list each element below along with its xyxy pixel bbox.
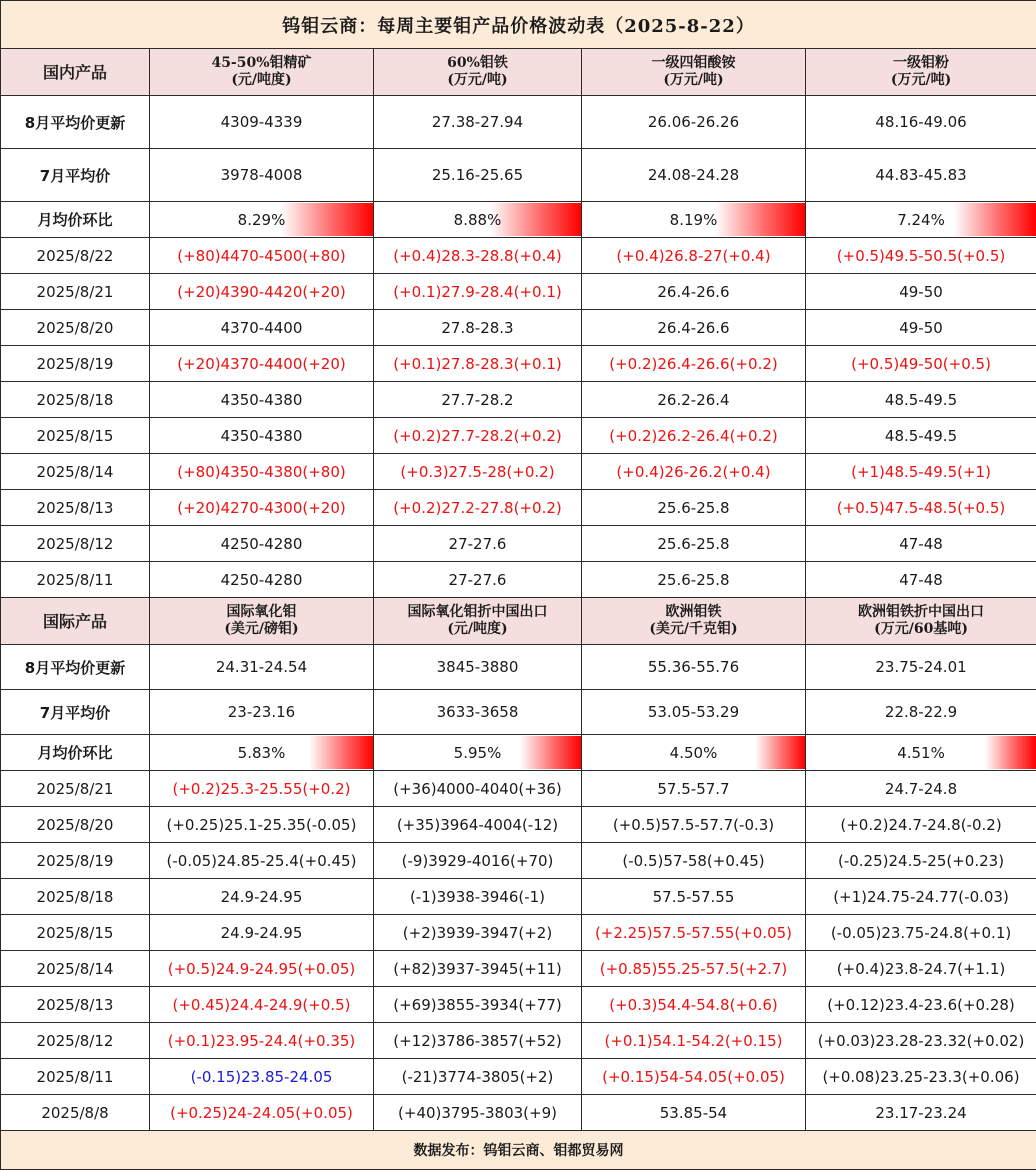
table-row	[1, 346, 1036, 382]
jul_avg-value: 44.83-45.83	[806, 149, 1036, 202]
price-cell: (-1)3938-3946(-1)	[374, 879, 582, 915]
date-cell: 2025/8/15	[1, 418, 150, 454]
aug_avg-value: 26.06-26.26	[582, 96, 806, 149]
date-cell: 2025/8/15	[1, 915, 150, 951]
table-row	[1, 490, 1036, 526]
date-cell: 2025/8/12	[1, 1023, 150, 1059]
international-column-header	[150, 598, 374, 645]
price-cell: (+0.15)54-54.05(+0.05)	[582, 1059, 806, 1095]
price-cell: 27.7-28.2	[374, 382, 582, 418]
mom-cell	[806, 735, 1036, 771]
price-cell: (+0.85)55.25-57.5(+2.7)	[582, 951, 806, 987]
mom-cell	[150, 735, 374, 771]
price-cell: 53.85-54	[582, 1095, 806, 1131]
mom-bar	[715, 203, 805, 236]
mom-value: 8.29%	[237, 210, 286, 229]
price-cell: (+0.1)54.1-54.2(+0.15)	[582, 1023, 806, 1059]
price-cell: (+0.12)23.4-23.6(+0.28)	[806, 987, 1036, 1023]
price-cell: (+0.08)23.25-23.3(+0.06)	[806, 1059, 1036, 1095]
mom-cell	[582, 735, 806, 771]
column-name: 45-50%钼精矿	[211, 55, 312, 71]
price-cell: (+1)24.75-24.77(-0.03)	[806, 879, 1036, 915]
price-cell: 47-48	[806, 526, 1036, 562]
table-row	[1, 382, 1036, 418]
domestic-jul_avg-row	[1, 149, 1036, 202]
aug_avg-value: 27.38-27.94	[374, 96, 582, 149]
price-cell: 27-27.6	[374, 562, 582, 598]
price-cell: (+0.4)28.3-28.8(+0.4)	[374, 238, 582, 274]
price-cell: (+20)4270-4300(+20)	[150, 490, 374, 526]
table-row	[1, 310, 1036, 346]
international-aug_avg-row	[1, 645, 1036, 690]
price-cell: (+0.5)49.5-50.5(+0.5)	[806, 238, 1036, 274]
table-row	[1, 1095, 1036, 1131]
jul_avg-value: 22.8-22.9	[806, 690, 1036, 735]
mom-cell	[374, 735, 582, 771]
domestic-mom-row	[1, 202, 1036, 238]
date-cell: 2025/8/18	[1, 382, 150, 418]
domestic-column-header	[806, 49, 1036, 96]
table-row	[1, 879, 1036, 915]
jul_avg-value: 3633-3658	[374, 690, 582, 735]
aug_avg-value: 4309-4339	[150, 96, 374, 149]
date-cell: 2025/8/20	[1, 310, 150, 346]
price-cell: (+0.5)57.5-57.7(-0.3)	[582, 807, 806, 843]
jul_avg-value: 23-23.16	[150, 690, 374, 735]
mom-value: 4.50%	[669, 743, 718, 762]
international-header-row	[1, 598, 1036, 645]
aug_avg-label: 8月平均价更新	[1, 645, 150, 690]
aug_avg-value: 55.36-55.76	[582, 645, 806, 690]
international-column-header	[582, 598, 806, 645]
price-cell: 57.5-57.55	[582, 879, 806, 915]
mom-value: 8.19%	[669, 210, 718, 229]
mom-cell	[582, 202, 806, 238]
price-cell: 26.4-26.6	[582, 274, 806, 310]
date-cell: 2025/8/12	[1, 526, 150, 562]
price-cell: (+36)4000-4040(+36)	[374, 771, 582, 807]
jul_avg-value: 3978-4008	[150, 149, 374, 202]
date-cell: 2025/8/20	[1, 807, 150, 843]
price-cell: (+80)4350-4380(+80)	[150, 454, 374, 490]
mom-bar	[985, 736, 1036, 769]
table-row	[1, 771, 1036, 807]
price-cell: 25.6-25.8	[582, 490, 806, 526]
price-cell: 57.5-57.7	[582, 771, 806, 807]
price-cell: (+0.3)54.4-54.8(+0.6)	[582, 987, 806, 1023]
price-cell: 47-48	[806, 562, 1036, 598]
price-cell: (+0.45)24.4-24.9(+0.5)	[150, 987, 374, 1023]
mom-bar	[490, 203, 581, 236]
table-row	[1, 274, 1036, 310]
table-row	[1, 1059, 1036, 1095]
column-name: 60%钼铁	[447, 55, 508, 71]
price-cell: 24.7-24.8	[806, 771, 1036, 807]
price-cell: (+82)3937-3945(+11)	[374, 951, 582, 987]
price-cell: 4250-4280	[150, 526, 374, 562]
mom-bar	[755, 736, 805, 769]
price-cell: (+0.5)47.5-48.5(+0.5)	[806, 490, 1036, 526]
column-name: 一级四钼酸铵	[651, 55, 736, 71]
price-cell: 23.17-23.24	[806, 1095, 1036, 1131]
price-cell: (+0.5)24.9-24.95(+0.05)	[150, 951, 374, 987]
price-cell: 25.6-25.8	[582, 526, 806, 562]
price-cell: (+0.2)27.7-28.2(+0.2)	[374, 418, 582, 454]
price-cell: 48.5-49.5	[806, 418, 1036, 454]
table-row	[1, 562, 1036, 598]
price-cell: (+2)3939-3947(+2)	[374, 915, 582, 951]
mom-bar	[954, 203, 1036, 236]
date-cell: 2025/8/14	[1, 951, 150, 987]
mom-value: 4.51%	[897, 743, 945, 762]
price-cell: (+0.2)26.2-26.4(+0.2)	[582, 418, 806, 454]
column-name: 国际氧化钼	[226, 604, 297, 620]
price-cell: (+1)48.5-49.5(+1)	[806, 454, 1036, 490]
page-title: 钨钼云商：每周主要钼产品价格波动表（2025-8-22）	[1, 1, 1036, 49]
international-column-header	[806, 598, 1036, 645]
date-cell: 2025/8/11	[1, 1059, 150, 1095]
price-cell: 27.8-28.3	[374, 310, 582, 346]
price-cell: (+0.1)27.9-28.4(+0.1)	[374, 274, 582, 310]
price-cell: (+0.4)26.8-27(+0.4)	[582, 238, 806, 274]
mom-value: 8.88%	[453, 210, 502, 229]
date-cell: 2025/8/18	[1, 879, 150, 915]
price-cell: (+0.25)25.1-25.35(-0.05)	[150, 807, 374, 843]
price-cell: (+40)3795-3803(+9)	[374, 1095, 582, 1131]
international-jul_avg-row	[1, 690, 1036, 735]
aug_avg-value: 48.16-49.06	[806, 96, 1036, 149]
price-cell: (+0.03)23.28-23.32(+0.02)	[806, 1023, 1036, 1059]
column-name: 欧洲钼铁	[665, 604, 722, 620]
column-unit: (万元/吨)	[447, 72, 508, 88]
domestic-aug_avg-row	[1, 96, 1036, 149]
date-cell: 2025/8/13	[1, 490, 150, 526]
table-row	[1, 238, 1036, 274]
column-unit: (万元/吨)	[663, 72, 724, 88]
source-footer: 数据发布：钨钼云商、钼都贸易网	[1, 1131, 1036, 1170]
date-cell: 2025/8/13	[1, 987, 150, 1023]
table-row	[1, 843, 1036, 879]
price-cell: 4350-4380	[150, 418, 374, 454]
mom-bar	[309, 736, 373, 769]
price-cell: 4250-4280	[150, 562, 374, 598]
price-cell: 48.5-49.5	[806, 382, 1036, 418]
date-cell: 2025/8/19	[1, 843, 150, 879]
table-row	[1, 915, 1036, 951]
aug_avg-label: 8月平均价更新	[1, 96, 150, 149]
price-cell: 4350-4380	[150, 382, 374, 418]
price-cell: (+0.1)23.95-24.4(+0.35)	[150, 1023, 374, 1059]
mom-label: 月均价环比	[1, 202, 150, 238]
mom-cell	[150, 202, 374, 238]
price-cell: (+20)4370-4400(+20)	[150, 346, 374, 382]
price-cell: (+0.3)27.5-28(+0.2)	[374, 454, 582, 490]
jul_avg-label: 7月平均价	[1, 690, 150, 735]
price-cell: (-0.05)24.85-25.4(+0.45)	[150, 843, 374, 879]
price-cell: (-9)3929-4016(+70)	[374, 843, 582, 879]
domestic-column-header	[374, 49, 582, 96]
table-row	[1, 951, 1036, 987]
column-unit: (万元/60基吨)	[874, 621, 968, 637]
price-cell: (-0.5)57-58(+0.45)	[582, 843, 806, 879]
date-cell: 2025/8/14	[1, 454, 150, 490]
mom-label: 月均价环比	[1, 735, 150, 771]
mom-cell	[374, 202, 582, 238]
mom-bar	[281, 203, 373, 236]
price-cell: (+0.4)26-26.2(+0.4)	[582, 454, 806, 490]
column-name: 一级钼粉	[893, 55, 950, 71]
table-row	[1, 807, 1036, 843]
price-cell: (+0.4)23.8-24.7(+1.1)	[806, 951, 1036, 987]
table-row	[1, 526, 1036, 562]
price-cell: (+2.25)57.5-57.55(+0.05)	[582, 915, 806, 951]
price-cell: (+35)3964-4004(-12)	[374, 807, 582, 843]
price-cell: 24.9-24.95	[150, 879, 374, 915]
price-cell: 49-50	[806, 310, 1036, 346]
table-row	[1, 418, 1036, 454]
table-row	[1, 1023, 1036, 1059]
price-cell: (+0.2)25.3-25.55(+0.2)	[150, 771, 374, 807]
column-unit: (美元/磅钼)	[224, 621, 299, 637]
price-cell: (+69)3855-3934(+77)	[374, 987, 582, 1023]
mom-value: 5.95%	[453, 743, 502, 762]
price-cell: 4370-4400	[150, 310, 374, 346]
date-cell: 2025/8/21	[1, 274, 150, 310]
price-cell: (-0.25)24.5-25(+0.23)	[806, 843, 1036, 879]
table-row	[1, 454, 1036, 490]
jul_avg-label: 7月平均价	[1, 149, 150, 202]
price-cell: (+0.2)24.7-24.8(-0.2)	[806, 807, 1036, 843]
table-row	[1, 987, 1036, 1023]
date-cell: 2025/8/19	[1, 346, 150, 382]
price-cell: (+0.2)27.2-27.8(+0.2)	[374, 490, 582, 526]
jul_avg-value: 24.08-24.28	[582, 149, 806, 202]
date-cell: 2025/8/11	[1, 562, 150, 598]
mom-value: 5.83%	[237, 743, 286, 762]
price-cell: 24.9-24.95	[150, 915, 374, 951]
jul_avg-value: 25.16-25.65	[374, 149, 582, 202]
domestic-column-header	[582, 49, 806, 96]
mom-cell	[806, 202, 1036, 238]
domestic-section-label: 国内产品	[1, 49, 150, 96]
jul_avg-value: 53.05-53.29	[582, 690, 806, 735]
column-unit: (美元/千克钼)	[649, 621, 738, 637]
column-unit: (万元/吨)	[890, 72, 952, 88]
domestic-header-row	[1, 49, 1036, 96]
international-column-header	[374, 598, 582, 645]
price-cell: 25.6-25.8	[582, 562, 806, 598]
mom-bar	[520, 736, 581, 769]
date-cell: 2025/8/8	[1, 1095, 150, 1131]
price-cell: (+12)3786-3857(+52)	[374, 1023, 582, 1059]
column-unit: (元/吨度)	[447, 621, 508, 637]
international-mom-row	[1, 735, 1036, 771]
aug_avg-value: 23.75-24.01	[806, 645, 1036, 690]
price-cell: (+0.2)26.4-26.6(+0.2)	[582, 346, 806, 382]
domestic-column-header	[150, 49, 374, 96]
price-cell: 26.4-26.6	[582, 310, 806, 346]
price-cell: (+80)4470-4500(+80)	[150, 238, 374, 274]
mom-value: 7.24%	[897, 210, 945, 229]
price-cell: 49-50	[806, 274, 1036, 310]
price-cell: (+0.25)24-24.05(+0.05)	[150, 1095, 374, 1131]
price-cell: (-0.05)23.75-24.8(+0.1)	[806, 915, 1036, 951]
price-cell: (+0.5)49-50(+0.5)	[806, 346, 1036, 382]
aug_avg-value: 3845-3880	[374, 645, 582, 690]
price-cell: 27-27.6	[374, 526, 582, 562]
price-cell: (+0.1)27.8-28.3(+0.1)	[374, 346, 582, 382]
column-name: 国际氧化钼折中国出口	[407, 604, 548, 620]
column-unit: (元/吨度)	[231, 72, 292, 88]
column-name: 欧洲钼铁折中国出口	[858, 604, 985, 620]
aug_avg-value: 24.31-24.54	[150, 645, 374, 690]
international-section-label: 国际产品	[1, 598, 150, 645]
price-cell: 26.2-26.4	[582, 382, 806, 418]
price-cell: (-0.15)23.85-24.05	[150, 1059, 374, 1095]
price-cell: (+20)4390-4420(+20)	[150, 274, 374, 310]
date-cell: 2025/8/22	[1, 238, 150, 274]
date-cell: 2025/8/21	[1, 771, 150, 807]
price-cell: (-21)3774-3805(+2)	[374, 1059, 582, 1095]
